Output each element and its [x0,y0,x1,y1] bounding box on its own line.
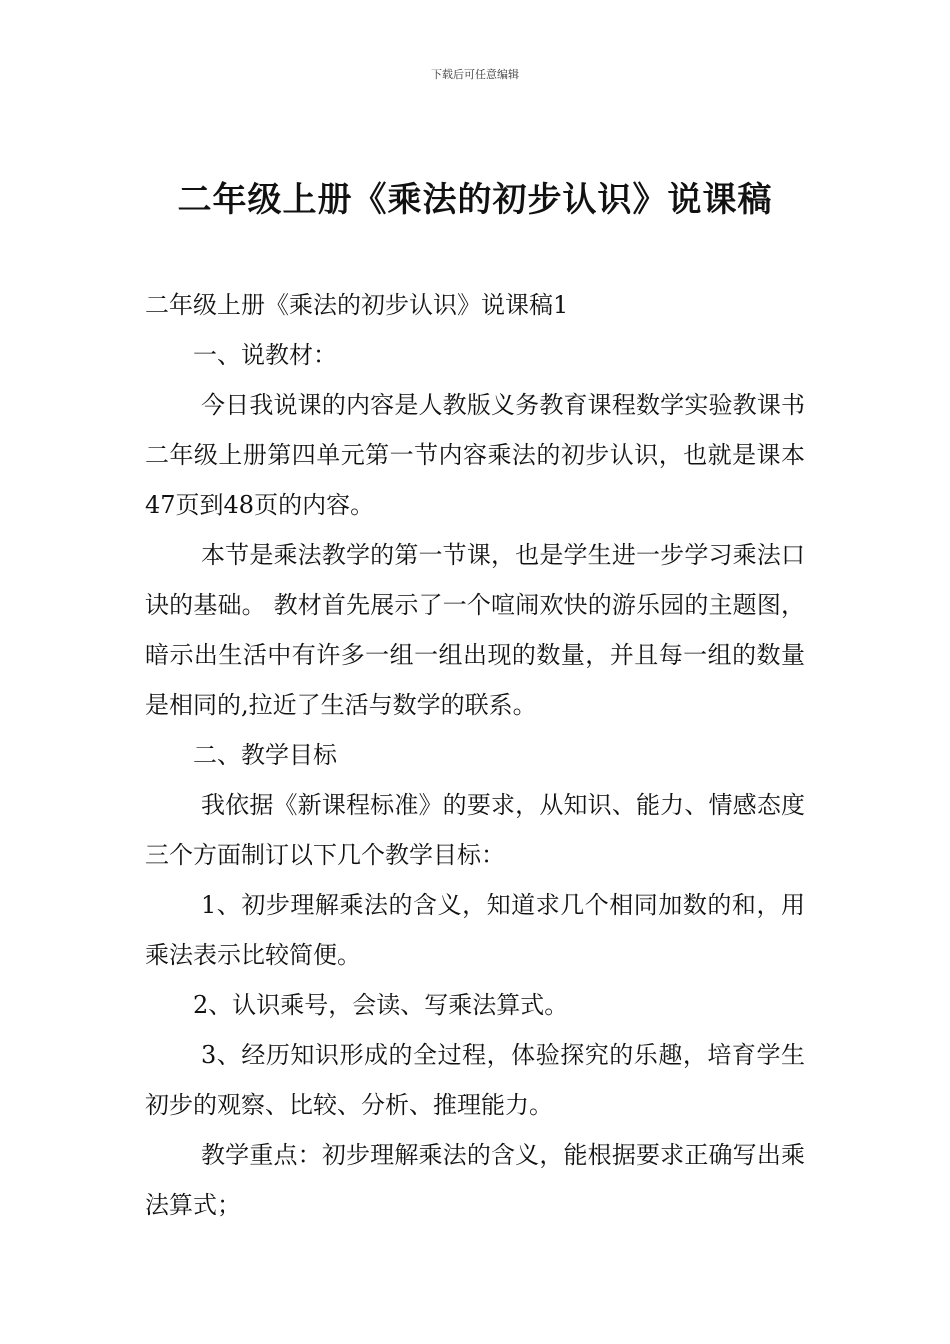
document-body [145,280,805,1230]
goal-item: 3、经历知识形成的全过程，体验探究的乐趣，培育学生初步的观察、比较、分析、推理能力。 [145,1041,805,1119]
document-title: 二年级上册《乘法的初步认识》说课稿 [177,180,773,220]
paragraph: 教学重点：初步理解乘法的含义，能根据要求正确写出乘法算式； [145,1141,805,1219]
section-heading-goals: 二、教学目标 [193,741,337,769]
goal-item: 2、认识乘号，会读、写乘法算式。 [193,991,569,1019]
document-subtitle: 二年级上册《乘法的初步认识》说课稿1 [145,291,569,319]
goal-item: 1、初步理解乘法的含义，知道求几个相同加数的和，用乘法表示比较简便。 [145,891,805,969]
paragraph: 今日我说课的内容是人教版义务教育课程数学实验教课书二年级上册第四单元第一节内容乘法的初步认识，也就是课本47页到48页的内容。 [145,391,805,519]
header-note: 下载后可任意编辑 [431,68,519,81]
section-heading-textbook: 一、说教材： [193,341,337,369]
paragraph: 我依据《新课程标准》的要求，从知识、能力、情感态度三个方面制订以下几个教学目标： [145,791,805,869]
paragraph: 本节是乘法教学的第一节课，也是学生进一步学习乘法口诀的基础。 教材首先展示了一个喧闹欢快的游乐园的主题图，暗示出生活中有许多一组一组出现的数量，并且每一组的数量是相同的,拉近了生活与数学的联系。 [145,541,805,719]
